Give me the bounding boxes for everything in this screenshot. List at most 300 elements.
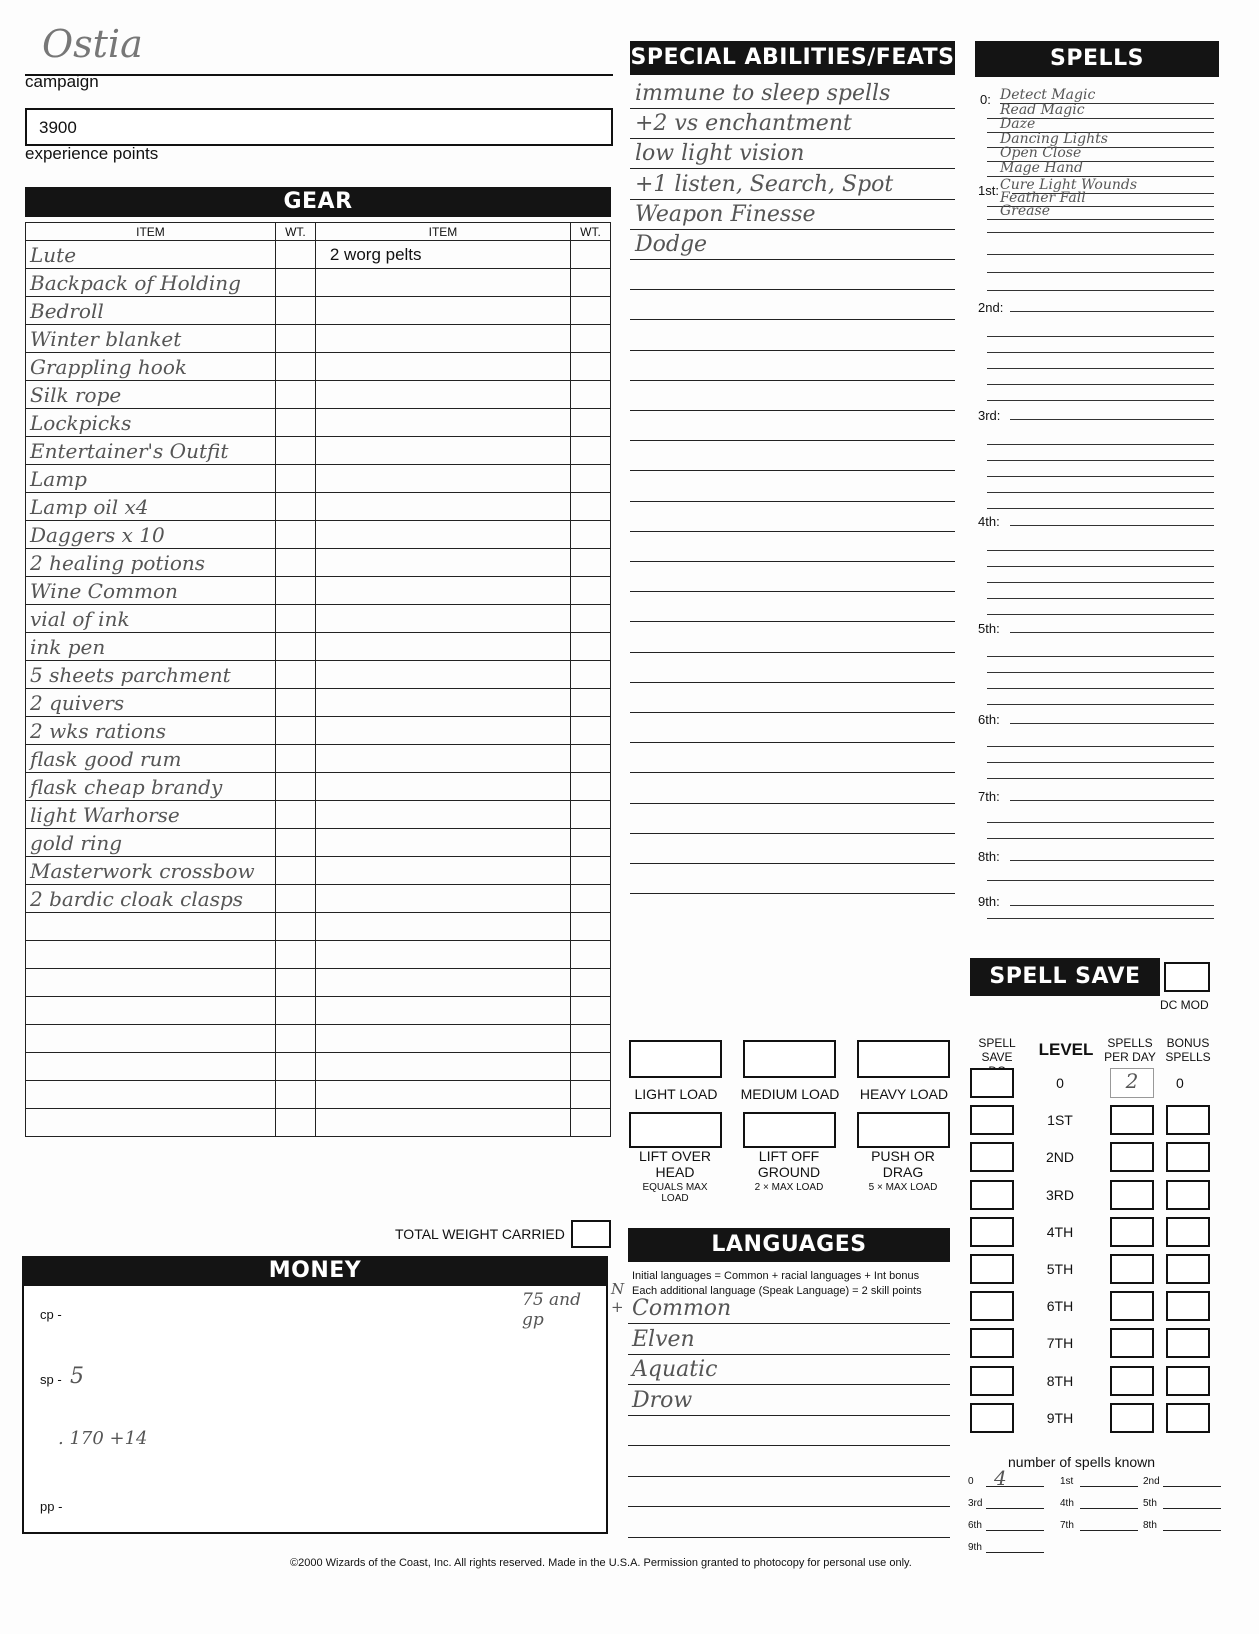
xp-value: 3900 [39,118,77,137]
heavy-load-box[interactable] [857,1040,950,1078]
known-label: 4th [1060,1498,1074,1509]
gear-item-left[interactable] [26,969,276,997]
gear-wt-right[interactable] [571,857,611,885]
ability-line [630,833,955,834]
gear-item-right[interactable] [315,297,570,325]
abilities-header: SPECIAL ABILITIES/FEATS [630,41,955,75]
known-line[interactable] [1163,1530,1221,1531]
gear-wt-left[interactable] [275,633,315,661]
gear-wt-right[interactable] [571,1025,611,1053]
spell-line[interactable] [1010,905,1214,906]
gear-wt-left[interactable] [275,1109,315,1137]
gear-wt-left[interactable] [275,745,315,773]
save-dc-box[interactable] [970,1366,1014,1396]
gear-wt-left[interactable] [275,1025,315,1053]
gear-item-left[interactable] [26,1109,276,1137]
gear-wt-left[interactable] [275,661,315,689]
ability-line [630,531,955,532]
gear-item-right[interactable] [315,661,570,689]
gear-item-right[interactable] [315,1025,570,1053]
ability-line [630,863,955,864]
lift-ground-box[interactable] [743,1112,836,1148]
total-weight-box[interactable] [571,1220,611,1248]
gear-item-left[interactable] [26,913,276,941]
gear-wt-left[interactable] [275,465,315,493]
language-entry[interactable]: Aquatic [632,1357,718,1382]
bonus-box[interactable] [1166,1180,1210,1210]
spell-entry[interactable]: Mage Hand [1000,159,1083,176]
gear-item-left[interactable]: Masterwork crossbow [26,857,276,885]
save-dc-box[interactable] [970,1105,1014,1135]
gear-row [26,885,611,913]
gear-row [26,437,611,465]
gear-wt-left[interactable] [275,297,315,325]
ability-line [630,259,955,260]
bonus-box[interactable] [1166,1403,1210,1433]
gear-wt-left[interactable] [275,325,315,353]
known-label: 6th [968,1520,982,1531]
gear-wt-left[interactable] [275,241,315,269]
gear-item-left[interactable]: Grappling hook [26,353,276,381]
gear-item-right[interactable] [315,549,570,577]
gear-item-right[interactable] [315,409,570,437]
spell-line[interactable] [987,476,1214,477]
gear-item-left[interactable]: Lute [26,241,276,269]
gear-wt-left[interactable] [275,969,315,997]
gear-item-right[interactable] [315,465,570,493]
gear-item-left[interactable]: Lockpicks [26,409,276,437]
spell-line[interactable] [987,444,1214,445]
gp-value[interactable]: . 170 +14 [58,1428,148,1449]
gear-item-left[interactable]: Daggers x 10 [26,521,276,549]
light-load-label: LIGHT LOAD [634,1086,718,1102]
ability-line [630,742,955,743]
gear-item-left[interactable]: Silk rope [26,381,276,409]
gear-item-left[interactable]: Winter blanket [26,325,276,353]
cp-label: cp - [40,1307,62,1322]
languages-header: LANGUAGES [628,1228,950,1262]
spell-level-label: 2nd: [978,300,1004,315]
per-day-box[interactable] [1110,1180,1154,1210]
money-header: MONEY [22,1256,608,1286]
known-line[interactable] [986,1552,1044,1553]
gear-wt-right[interactable] [571,717,611,745]
gear-item-right[interactable] [315,493,570,521]
spell-line[interactable] [987,368,1214,369]
spell-line[interactable] [987,880,1214,881]
gear-wt-left[interactable] [275,801,315,829]
gear-wt-right[interactable] [571,745,611,773]
known-label: 3rd [968,1498,983,1509]
light-load-box[interactable] [629,1040,722,1078]
spell-level-label: 5TH [1046,1261,1074,1277]
gear-item-right[interactable] [315,773,570,801]
gear-item-left[interactable]: gold ring [26,829,276,857]
gear-item-left[interactable]: vial of ink [26,605,276,633]
language-entry[interactable]: Elven [632,1326,695,1352]
gear-wt-left[interactable] [275,549,315,577]
gear-wt-left[interactable] [275,269,315,297]
known-label: 2nd [1143,1476,1160,1487]
gear-wt-right[interactable] [571,269,611,297]
gear-wt-left[interactable] [275,577,315,605]
spell-line[interactable] [987,598,1214,599]
ability-line [630,652,955,653]
language-line [628,1537,950,1538]
per-day-box[interactable] [1110,1142,1154,1172]
gear-item-right[interactable] [315,521,570,549]
spell-line[interactable] [987,566,1214,567]
spell-line[interactable] [987,336,1214,337]
known-label: 7th [1060,1520,1074,1531]
spell-level-label: 7th: [978,789,1000,804]
gear-item-right[interactable] [315,381,570,409]
spell-line[interactable] [987,384,1214,385]
gear-wt-right[interactable] [571,885,611,913]
gear-wt-left[interactable] [275,409,315,437]
pp-label: pp - [40,1499,63,1514]
spell-line[interactable] [987,704,1214,705]
bonus-box[interactable] [1166,1254,1210,1284]
known-line[interactable] [1080,1486,1138,1487]
gear-wt-right[interactable] [571,633,611,661]
bonus-box[interactable] [1166,1217,1210,1247]
gear-item-left[interactable]: 2 healing potions [26,549,276,577]
spell-entry[interactable]: Read Magic [1000,101,1085,118]
spell-level-label: 3rd: [978,408,1001,423]
per-day-box[interactable] [1110,1328,1154,1358]
bonus-box[interactable] [1166,1142,1210,1172]
spell-line[interactable] [987,918,1214,919]
per-day-box[interactable] [1110,1068,1154,1098]
per-day-box[interactable] [1110,1403,1154,1433]
gear-wt-right[interactable] [571,941,611,969]
push-drag-box[interactable] [857,1112,950,1148]
spell-level-1-label: 1st: [978,183,999,198]
spell-line[interactable] [987,822,1214,823]
gear-wt-left[interactable] [275,521,315,549]
xp-label: experience points [25,144,159,163]
gear-row [26,661,611,689]
lift-head-label: LIFT OVER HEAD [638,1148,712,1180]
gear-item-right[interactable] [315,1081,570,1109]
gear-item-right[interactable] [315,913,570,941]
gear-row [26,577,611,605]
known-line[interactable] [986,1530,1044,1531]
gear-wt-right[interactable] [571,1081,611,1109]
gear-wt-right[interactable] [571,465,611,493]
spell-entry[interactable]: Detect Magic [1000,87,1096,103]
gear-item-left[interactable]: Lamp [26,465,276,493]
gear-row [26,801,611,829]
per-day-box[interactable] [1110,1366,1154,1396]
gear-item-right[interactable] [315,857,570,885]
gear-col-item-2: ITEM [315,223,570,241]
language-line [628,1506,950,1507]
gear-item-left[interactable]: Entertainer's Outfit [26,437,276,465]
gear-wt-right[interactable] [571,829,611,857]
gear-wt-right[interactable] [571,605,611,633]
gear-wt-right[interactable] [571,297,611,325]
spell-line[interactable] [987,762,1214,763]
save-dc-box[interactable] [970,1180,1014,1210]
language-entry[interactable]: Drow [632,1387,693,1413]
language-entry[interactable]: Common [632,1296,732,1321]
gear-wt-right[interactable] [571,241,611,269]
spell-line[interactable] [1010,723,1214,724]
gear-item-right[interactable] [315,801,570,829]
ability-line [630,108,955,109]
gear-row [26,325,611,353]
spell-line[interactable] [987,508,1214,509]
gear-item-left[interactable]: 2 quivers [26,689,276,717]
gear-wt-right[interactable] [571,549,611,577]
gear-item-right[interactable] [315,1109,570,1137]
gear-wt-left[interactable] [275,689,315,717]
spell-line[interactable] [987,272,1214,273]
money-box[interactable] [22,1286,608,1534]
language-line [628,1323,950,1324]
known-line[interactable] [1163,1486,1221,1487]
dc-mod-label: DC MOD [1160,998,1209,1012]
spell-entry[interactable]: Grease [1000,203,1050,219]
gear-item-right[interactable] [315,829,570,857]
spell-line[interactable] [987,232,1214,233]
per-day-box[interactable] [1110,1254,1154,1284]
save-dc-box[interactable] [970,1328,1014,1358]
gear-item-left[interactable] [26,1081,276,1109]
gear-wt-left[interactable] [275,437,315,465]
gear-row [26,605,611,633]
spell-line[interactable] [987,352,1214,353]
gear-item-left[interactable]: Lamp oil x4 [26,493,276,521]
lift-head-box[interactable] [629,1112,722,1148]
per-day-box[interactable] [1110,1105,1154,1135]
ability-line [630,319,955,320]
spell-line[interactable] [1010,525,1214,526]
known-value-0: 4 [994,1466,1007,1490]
gear-item-right[interactable] [315,745,570,773]
known-label: 1st [1060,1476,1074,1487]
language-line [628,1476,950,1477]
gear-wt-right[interactable] [571,913,611,941]
spell-entry[interactable]: Dancing Lights [1000,130,1108,147]
gear-item-left[interactable]: 5 sheets parchment [26,661,276,689]
gear-row [26,381,611,409]
gear-col-wt: WT. [275,223,315,241]
spell-line[interactable] [987,672,1214,673]
gear-wt-right[interactable] [571,997,611,1025]
save-dc-box[interactable] [970,1403,1014,1433]
spell-line[interactable] [987,400,1214,401]
ability-entry[interactable]: immune to sleep spells [635,81,891,106]
total-weight-label: TOTAL WEIGHT CARRIED [395,1226,565,1242]
gear-wt-left[interactable] [275,353,315,381]
gear-wt-right[interactable] [571,801,611,829]
spell-level-label: 4TH [1046,1223,1074,1240]
gear-item-left[interactable] [26,941,276,969]
spell-line[interactable] [1010,632,1214,633]
gear-item-right[interactable] [315,633,570,661]
spell-entry[interactable]: Open Close [1000,145,1082,161]
ability-entry[interactable]: +2 vs enchantment [635,111,852,137]
spell-level-label: 1ST [1047,1112,1073,1129]
gear-wt-left[interactable] [275,1081,315,1109]
dc-mod-box[interactable] [1164,962,1210,992]
ability-entry[interactable]: Dodge [635,232,708,257]
spell-line[interactable] [987,290,1214,291]
save-dc-box[interactable] [970,1254,1014,1284]
gear-wt-left[interactable] [275,1053,315,1081]
spell-line[interactable] [1010,419,1214,420]
ability-entry[interactable]: Weapon Finesse [635,201,816,227]
gear-item-left[interactable]: ink pen [26,633,276,661]
save-dc-box[interactable] [970,1068,1014,1098]
gear-item-right[interactable] [315,577,570,605]
gear-row [26,465,611,493]
gear-item-left[interactable] [26,1025,276,1053]
gear-wt-right[interactable] [571,773,611,801]
gear-wt-right[interactable] [571,689,611,717]
bonus-box[interactable] [1166,1291,1210,1321]
gear-item-right[interactable] [315,269,570,297]
ability-line [630,803,955,804]
gear-wt-left[interactable] [275,829,315,857]
gear-item-right[interactable] [315,969,570,997]
spell-line[interactable] [987,254,1214,255]
gear-wt-left[interactable] [275,997,315,1025]
gear-wt-right[interactable] [571,1053,611,1081]
gear-wt-left[interactable] [275,605,315,633]
spell-line[interactable] [987,746,1214,747]
gear-item-right[interactable] [315,437,570,465]
gear-wt-left[interactable] [275,941,315,969]
spell-line[interactable] [987,460,1214,461]
gear-wt-right[interactable] [571,325,611,353]
medium-load-box[interactable] [743,1040,836,1078]
gear-item-left[interactable] [26,997,276,1025]
bonus-box[interactable] [1166,1105,1210,1135]
save-dc-box[interactable] [970,1291,1014,1321]
spell-entry[interactable]: Daze [1000,116,1036,132]
per-day-box[interactable] [1110,1291,1154,1321]
gear-wt-right[interactable] [571,1109,611,1137]
gear-wt-right[interactable] [571,969,611,997]
bonus-box[interactable] [1166,1366,1210,1396]
spell-line[interactable] [987,492,1214,493]
gear-wt-left[interactable] [275,773,315,801]
gear-item-left[interactable] [26,1053,276,1081]
gear-row [26,241,611,269]
spell-line[interactable] [1010,800,1214,801]
gear-wt-right[interactable] [571,661,611,689]
save-dc-box[interactable] [970,1142,1014,1172]
spell-line[interactable] [987,614,1214,615]
per-day-box[interactable] [1110,1217,1154,1247]
known-line[interactable] [1163,1508,1221,1509]
ability-line [630,440,955,441]
gear-row [26,829,611,857]
spell-line[interactable] [987,656,1214,657]
gear-wt-right[interactable] [571,577,611,605]
gear-row [26,745,611,773]
spell-line[interactable] [1010,311,1214,312]
gear-col-wt-2: WT. [571,223,611,241]
gear-wt-left[interactable] [275,493,315,521]
save-dc-box[interactable] [970,1217,1014,1247]
gear-item-left[interactable]: Wine Common [26,577,276,605]
spell-line[interactable] [987,582,1214,583]
gear-wt-right[interactable] [571,521,611,549]
ability-entry[interactable]: low light vision [635,141,805,167]
spell-level-label: 0 [1056,1075,1064,1091]
campaign-value[interactable]: Ostia [42,22,143,66]
money-note: 75 and gp [522,1290,582,1330]
bonus-box[interactable] [1166,1328,1210,1358]
gear-wt-right[interactable] [571,409,611,437]
ability-entry[interactable]: +1 listen, Search, Spot [635,171,894,197]
spell-line[interactable] [987,778,1214,779]
gear-item-right[interactable]: 2 worg pelts [315,241,570,269]
gear-item-left[interactable]: 2 bardic cloak clasps [26,885,276,913]
xp-field[interactable] [25,108,613,146]
gear-wt-left[interactable] [275,885,315,913]
gear-item-left[interactable]: flask cheap brandy [26,773,276,801]
gear-wt-left[interactable] [275,381,315,409]
gear-wt-right[interactable] [571,381,611,409]
gear-item-left[interactable]: Bedroll [26,297,276,325]
gear-item-left[interactable]: flask good rum [26,745,276,773]
gear-item-right[interactable] [315,941,570,969]
known-line[interactable] [1080,1508,1138,1509]
gear-wt-left[interactable] [275,857,315,885]
gear-item-right[interactable] [315,1053,570,1081]
spell-save-header: SPELL SAVE [970,958,1160,996]
known-line[interactable] [1080,1530,1138,1531]
ability-line [630,168,955,169]
spell-line[interactable] [987,550,1214,551]
known-line[interactable] [986,1508,1044,1509]
gear-item-left[interactable]: Backpack of Holding [26,269,276,297]
spell-level-label: 6TH [1046,1298,1074,1315]
spell-entry[interactable]: Feather Fall [1000,190,1086,206]
gear-item-right[interactable] [315,689,570,717]
ability-line [630,138,955,139]
gear-item-right[interactable] [315,885,570,913]
gear-item-left[interactable]: light Warhorse [26,801,276,829]
spell-level-label: 6th: [978,712,1000,727]
gear-item-right[interactable] [315,717,570,745]
gear-item-right[interactable] [315,997,570,1025]
spell-line[interactable] [987,838,1214,839]
spell-entry[interactable]: Cure Light Wounds [1000,177,1138,193]
gear-wt-right[interactable] [571,353,611,381]
gear-item-right[interactable] [315,325,570,353]
gear-wt-right[interactable] [571,493,611,521]
language-line [628,1445,950,1446]
gear-item-left[interactable]: 2 wks rations [26,717,276,745]
gear-item-right[interactable] [315,605,570,633]
col-bonus: BONUS SPELLS [1165,1036,1211,1064]
spell-line[interactable] [1010,860,1214,861]
medium-load-label: MEDIUM LOAD [740,1086,840,1102]
gear-item-right[interactable] [315,353,570,381]
gear-wt-left[interactable] [275,717,315,745]
gear-wt-left[interactable] [275,913,315,941]
spell-line[interactable] [987,688,1214,689]
sp-value[interactable]: 5 [70,1364,84,1389]
gear-wt-right[interactable] [571,437,611,465]
